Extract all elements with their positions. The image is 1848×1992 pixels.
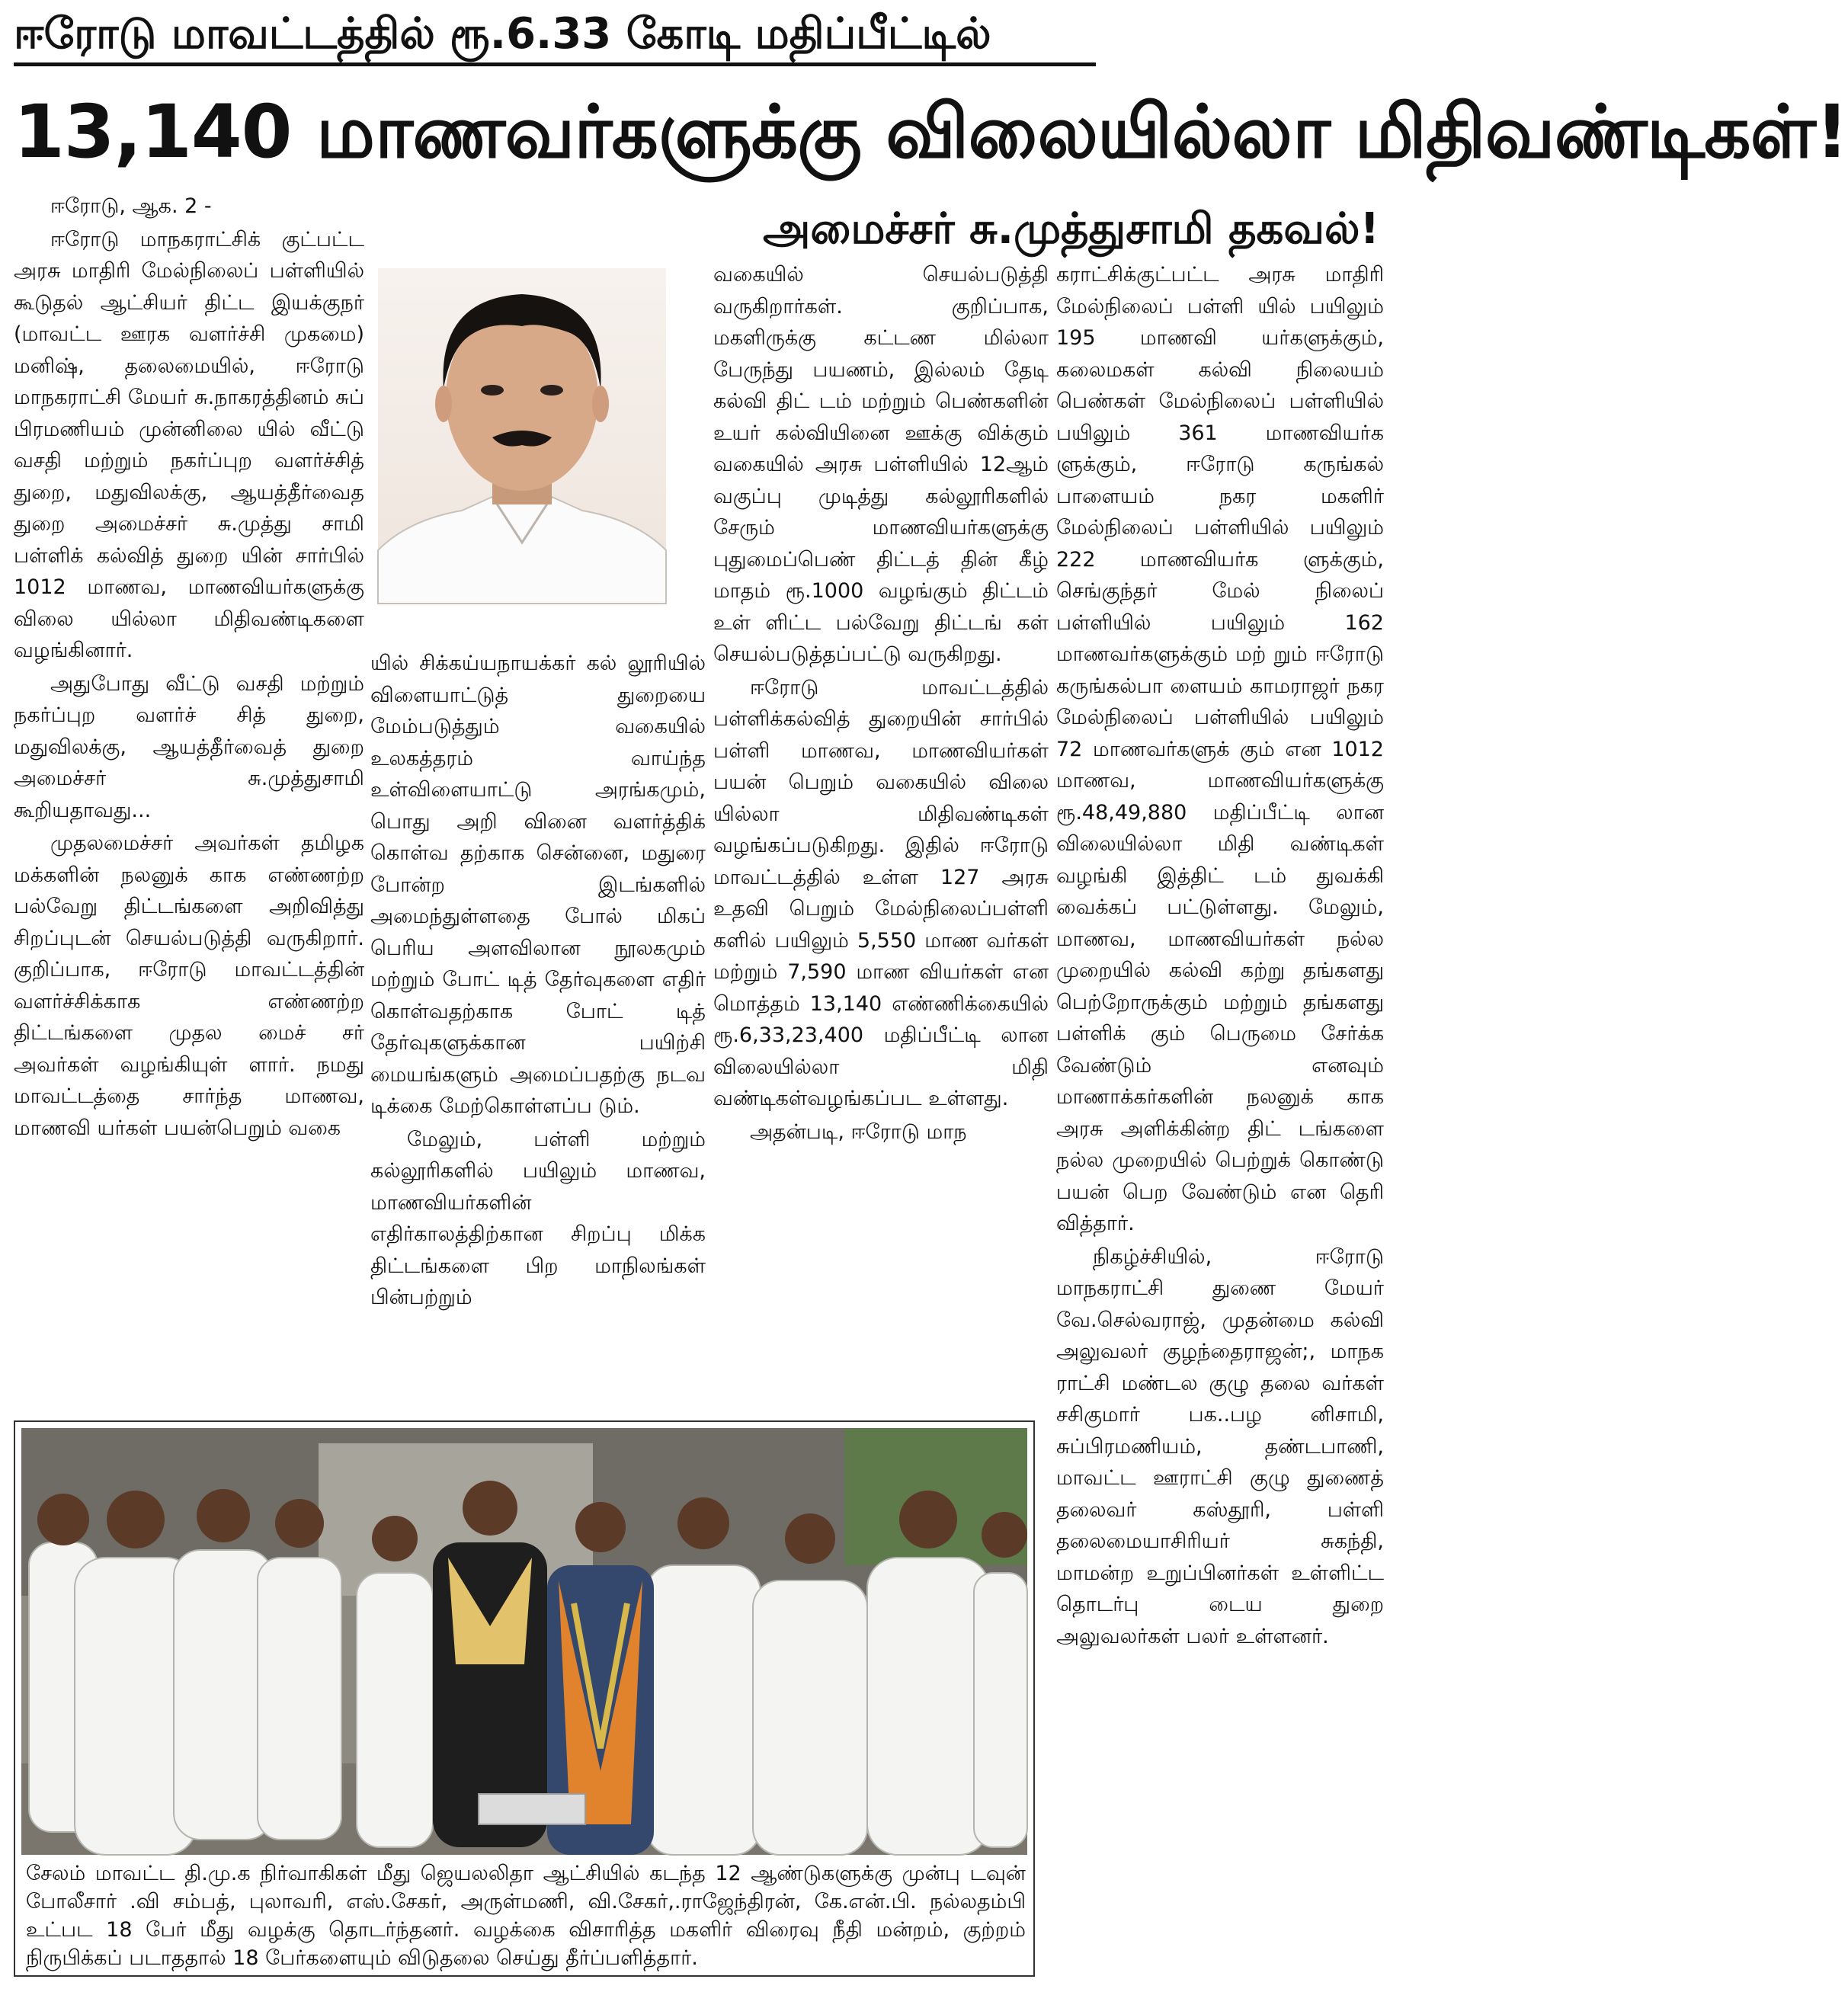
minister-portrait-photo <box>378 268 666 604</box>
photo-caption: சேலம் மாவட்ட தி.மு.க நிர்வாகிகள் மீது ஜெயலலிதா ஆட்சியில் கடந்த 12 ஆண்டுகளுக்கு முன்பு டவுன் போலீசார் .வி சம்பத், புலாவரி, எஸ்.சேகர், அருள்மணி, வி.சேகர்,.ராஜேந்திரன், கே.என்.பி. நல்லதம்பி உட்பட 18 பேர் மீது வழக்கு தொடர்ந்தனர். வழக்கை விசாரித்த மகளிர் விரைவு நீதி மன்றம், குற்றம் நிருபிக்கப் படாததால் 18 பேர்களையும் விடுதலை செய்து தீர்ப்பளித்தார். <box>26 1862 1026 1970</box>
paragraph: முதலமைச்சர் அவர்கள் தமிழக மக்களின் நலனுக் காக எண்ணற்ற பல்வேறு திட்டங்களை அறிவித்து சிறப்புடன் செயல்படுத்தி வருகிறார். குறிப்பாக, ஈரோடு மாவட்டத்தின் வளர்ச்சிக்காக எண்ணற்ற திட்டங்களை முதல மைச் சர் அவர்கள் வழங்கியுள் ளார். நமது மாவட்டத்தை சார்ந்த மாணவ, மாணவி யர்கள் பயன்பெறும் வகை <box>14 831 364 1140</box>
headline-kicker: ஈரோடு மாவட்டத்தில் ரூ.6.33 கோடி மதிப்பீட்டில் <box>14 9 991 59</box>
paragraph: யில் சிக்கய்யநாயக்கர் கல் லூரியில் விளையாட்டுத் துறையை மேம்படுத்தும் வகையில் உலகத்தரம் வாய்ந்த உள்விளையாட்டு அரங்கமும், பொது அறி வினை வளர்த்திக் கொள்வ தற்காக சென்னை, மதுரை போன்ற இடங்களில் அமைந்துள்ளதை போல் மிகப் பெரிய அளவிலான நூலகமும் மற்றும் போட் டித் தேர்வுகளை எதிர் கொள்வதற்காக போட் டித் தேர்வுகளுக்கான பயிற்சி மையங்களும் அமைப்பதற்கு நடவ டிக்கை மேற்கொள்ளப்ப டும். <box>370 652 706 1118</box>
sub-headline: அமைச்சர் சு.முத்துசாமி தகவல்! <box>763 204 1379 254</box>
main-headline: 13,140 மாணவர்களுக்கு விலையில்லா மிதிவண்டிகள்! <box>14 89 1848 175</box>
article-column-2 <box>370 648 706 1410</box>
paragraph: மேலும், பள்ளி மற்றும் கல்லூரிகளில் பயிலும் மாணவ, மாணவியர்களின் எதிர்காலத்திற்கான சிறப்பு மிக்க திட்டங்களை பிற மாநிலங்கள் பின்பற்றும் <box>370 1127 706 1309</box>
paragraph: ஈரோடு மாநகராட்சிக் குட்பட்ட அரசு மாதிரி மேல்நிலைப் பள்ளியில் கூடுதல் ஆட்சியர் திட்ட இயக்குநர் (மாவட்ட ஊரக வளர்ச்சி முகமை) மனிஷ், தலைமையில், ஈரோடு மாநகராட்சி மேயர் சு.நாகரத்தினம் சுப் பிரமணியம் முன்னிலை யில் வீட்டு வசதி மற்றும் நகர்ப்புற வளர்ச்சித் துறை, மதுவிலக்கு, ஆயத்தீர்வைத துறை அமைச்சர் சு.முத்து சாமி பள்ளிக் கல்வித் துறை யின் சார்பில் 1012 மாணவ, மாணவியர்களுக்கு விலை யில்லா மிதிவண்டிகளை வழங்கினார். <box>14 227 364 662</box>
kicker-underline <box>14 62 1096 66</box>
paragraph: நிகழ்ச்சியில், ஈரோடு மாநகராட்சி துணை மேயர் வே.செல்வராஜ், முதன்மை கல்வி அலுவலர் குழந்தைராஜன்;, மாநக ராட்சி மண்டல குழு தலை வர்கள் சசிகுமார் பக..பழ னிசாமி, சுப்பிரமணியம், தண்டபாணி, மாவட்ட ஊராட்சி குழு துணைத் தலைவர் கஸ்தூரி, பள்ளி தலைமையாசிரியர் சுகந்தி, மாமன்ற உறுப்பினர்கள் உள்ளிட்ட தொடர்பு டைய துறை அலுவலர்கள் பலர் உள்ளனர். <box>1056 1244 1384 1648</box>
article-column-3 <box>713 259 1049 1410</box>
paragraph: ஈரோடு மாவட்டத்தில் பள்ளிக்கல்வித் துறையின் சார்பில் பள்ளி மாணவ, மாணவியர்கள் பயன் பெறும் வகையில் விலை யில்லா மிதிவண்டிகள் வழங்கப்படுகிறது. இதில் ஈரோடு மாவட்டத்தில் உள்ள 127 அரசு உதவி பெறும் மேல்நிலைப்பள்ளி களில் பயிலும் 5,550 மாண வர்கள் மற்றும் 7,590 மாண வியர்கள் என மொத்தம் 13,140 எண்ணிக்கையில் ரூ.6,33,23,400 மதிப்பீட்டி லான விலையில்லா மிதி வண்டிகள்வழங்கப்பட உள்ளது. <box>713 675 1049 1110</box>
dateline: ஈரோடு, ஆக. 2 - <box>50 194 212 218</box>
group-photo <box>21 1428 1027 1855</box>
article-column-1 <box>14 191 364 1417</box>
article-column-4 <box>1056 259 1384 1981</box>
portrait-image <box>378 268 666 604</box>
paragraph: வகையில் செயல்படுத்தி வருகிறார்கள். குறிப்பாக, மகளிருக்கு கட்டண மில்லா பேருந்து பயணம், இல்லம் தேடி கல்வி திட் டம் மற்றும் பெண்களின் உயர் கல்வியினை ஊக்கு விக்கும் வகையில் அரசு பள்ளியில் 12ஆம் வகுப்பு முடித்து கல்லூரிகளில் சேரும் மாணவியர்களுக்கு புதுமைப்பெண் திட்டத் தின் கீழ் மாதம் ரூ.1000 வழங்கும் திட்டம் உள் ளிட்ட பல்வேறு திட்டங் கள் செயல்படுத்தப்பட்டு வருகிறது. <box>713 263 1049 666</box>
paragraph: அதன்படி, ஈரோடு மாந <box>750 1119 967 1144</box>
event-photo-box <box>14 1420 1035 1977</box>
group-photo-image <box>21 1428 1027 1855</box>
paragraph: கராட்சிக்குட்பட்ட அரசு மாதிரி மேல்நிலைப் பள்ளி யில் பயிலும் 195 மாணவி யர்களுக்கும், கலைமகள் கல்வி நிலையம் பெண்கள் மேல்நிலைப் பள்ளியில் பயிலும் 361 மாணவியர்க ளுக்கும், ஈரோடு கருங்கல் பாளையம் நகர மகளிர் மேல்நிலைப் பள்ளியில் பயிலும் 222 மாணவியர்க ளுக்கும், செங்குந்தர் மேல் நிலைப் பள்ளியில் பயிலும் 162 மாணவர்களுக்கும் மற் றும் ஈரோடு கருங்கல்பா ளையம் காமராஜர் நகர மேல்நிலைப் பள்ளியில் பயிலும் 72 மாணவர்களுக் கும் என 1012 மாணவ, மாணவியர்களுக்கு ரூ.48,49,880 மதிப்பீட்டி லான விலையில்லா மிதி வண்டிகள் வழங்கி இத்திட் டம் துவக்கி வைக்கப் பட்டுள்ளது. மேலும், மாணவ, மாணவியர்கள் நல்ல முறையில் கல்வி கற்று தங்களது பெற்றோருக்கும் மற்றும் தங்களது பள்ளிக் கும் பெருமை சேர்க்க வேண்டும் எனவும் மாணாக்கர்களின் நலனுக் காக அரசு அளிக்கின்ற திட் டங்களை நல்ல முறையில் பெற்றுக் கொண்டு பயன் பெற வேண்டும் என தெரி வித்தார். <box>1056 263 1384 1235</box>
paragraph: அதுபோது வீட்டு வசதி மற்றும் நகர்ப்புற வளர்ச் சித் துறை, மதுவிலக்கு, ஆயத்தீர்வைத் துறை அமைச்சர் சு.முத்துசாமி கூறியதாவது... <box>14 671 364 822</box>
